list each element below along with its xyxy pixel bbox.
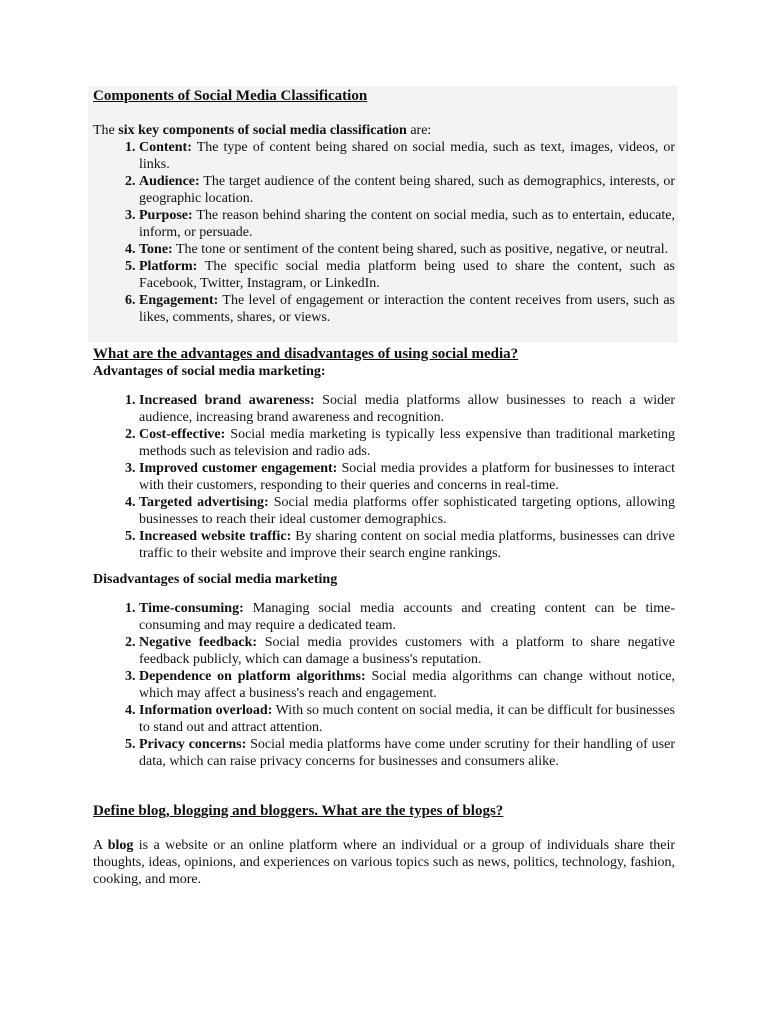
list-text: Social media platforms offer sophisticated targeting options, allowing businesses to reach their ideal customer demographics. (139, 495, 675, 527)
list-term: Dependence on platform algorithms: (139, 669, 366, 684)
list-term: Information overload: (139, 703, 273, 718)
list-text: The type of content being shared on social media, such as text, images, videos, or links. (139, 140, 675, 172)
document-body (93, 88, 675, 888)
section-title-advantages: What are the advantages and disadvantages of using social media? (93, 346, 519, 362)
list-text: The tone or sentiment of the content being shared, such as positive, negative, or neutral. (172, 242, 669, 257)
list-term: Engagement: (139, 293, 219, 308)
list-item (139, 292, 675, 326)
advantages-heading: Advantages of social media marketing: (93, 364, 326, 379)
list-item (139, 426, 675, 460)
list-term: Increased brand awareness: (139, 393, 315, 408)
list-text: Social media provides customers with a platform to share negative feedback publicly, which can damage a business's reputation. (139, 635, 675, 667)
list-item (139, 258, 675, 292)
list-item (139, 702, 675, 736)
list-item (139, 460, 675, 494)
list-item (139, 668, 675, 702)
list-item (139, 207, 675, 241)
disadvantages-heading: Disadvantages of social media marketing (93, 572, 338, 587)
list-text: Social media provides a platform for businesses to interact with their customers, responding to their queries and concerns in real-time. (139, 461, 675, 493)
list-text: The specific social media platform being used to share the content, such as Facebook, Twitter, Instagram, or LinkedIn. (139, 259, 675, 291)
intro-text-end: are: (406, 123, 432, 138)
list-term: Time-consuming: (139, 601, 244, 616)
list-item (139, 494, 675, 528)
list-item (139, 600, 675, 634)
section-title-blogs: Define blog, blogging and bloggers. What are the types of blogs? (93, 803, 504, 819)
list-text: Social media algorithms can change without notice, which may affect a business's reach and engagement. (139, 669, 676, 701)
list-term: Cost-effective: (139, 427, 226, 442)
blog-term: blog (107, 838, 134, 853)
list-item (139, 528, 675, 562)
components-intro (93, 122, 675, 139)
components-list (93, 139, 675, 326)
section-title-components: Components of Social Media Classification (93, 88, 368, 104)
list-item (139, 173, 675, 207)
list-term: Tone: (139, 242, 173, 257)
list-text: With so much content on social media, it can be difficult for businesses to stand out and attract attention. (139, 703, 675, 735)
list-text: The target audience of the content being shared, such as demographics, interests, or geographic location. (139, 174, 675, 206)
list-item (139, 736, 675, 770)
disadvantages-list (93, 600, 675, 770)
list-item (139, 634, 675, 668)
blog-definition (93, 837, 675, 888)
advantages-list (93, 392, 675, 562)
list-term: Improved customer engagement: (139, 461, 338, 476)
list-term: Audience: (139, 174, 200, 189)
list-term: Negative feedback: (139, 635, 258, 650)
list-text: The level of engagement or interaction the content receives from users, such as likes, comments, shares, or views. (139, 293, 675, 325)
blog-text: is a website or an online platform where an individual or a group of individuals share their thoughts, ideas, opinions, and experiences on various topics such as news, politics, technology, fashion, cooking, and more. (93, 838, 675, 887)
list-text: Social media platforms have come under scrutiny for their handling of user data, which can raise privacy concerns for businesses and consumers alike. (139, 737, 675, 769)
list-text: Social media marketing is typically less expensive than traditional marketing methods such as television and radio ads. (139, 427, 675, 459)
list-term: Targeted advertising: (139, 495, 269, 510)
blog-text-start: A (93, 838, 108, 853)
list-term: Privacy concerns: (139, 737, 247, 752)
list-item (139, 241, 675, 258)
list-term: Content: (139, 140, 192, 155)
list-text: Social media platforms allow businesses to reach a wider audience, increasing brand awareness and recognition. (139, 393, 675, 425)
list-item (139, 392, 675, 426)
list-text: Managing social media accounts and creating content can be time-consuming and may require a dedicated team. (139, 601, 675, 633)
list-text: The reason behind sharing the content on social media, such as to entertain, educate, inform, or persuade. (139, 208, 675, 240)
list-term: Platform: (139, 259, 198, 274)
list-text: By sharing content on social media platforms, businesses can drive traffic to their website and improve their search engine rankings. (139, 529, 675, 561)
intro-bold: six key components of social media classification (118, 123, 407, 138)
list-item (139, 139, 675, 173)
intro-text: The (93, 123, 119, 138)
list-term: Purpose: (139, 208, 193, 223)
list-term: Increased website traffic: (139, 529, 292, 544)
